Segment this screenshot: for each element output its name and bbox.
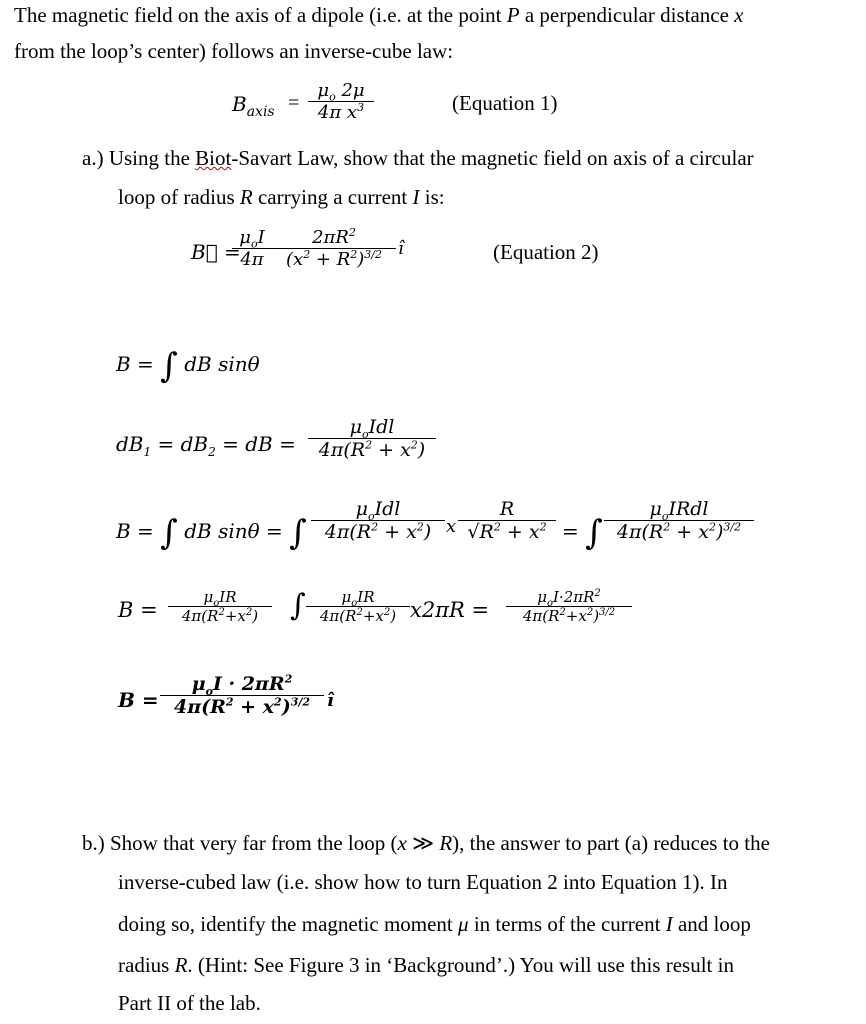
part-b-line-4: radius R. (Hint: See Figure 3 in ‘Background’.) You will use this result in [118,953,734,977]
part-b-line-3: doing so, identify the magnetic moment μ in terms of the current I and loop [118,912,751,936]
eq2-fraction-2: $2\pi R^2$ $(x^2 + R^2)^{3/2}$ [272,227,396,270]
work-line-3-times: x [446,516,457,537]
eq1-equals: = [288,92,300,114]
work-line-4-fraction-1: $\mu_oIR$ $4\pi(R^2+x^2)$ [168,588,272,625]
work-line-3-fraction-2: R $√R^2 + x^2$ [458,498,556,543]
work-line-3-fraction-1: $\mu_oIdl$ $4\pi(R^2 + x^2)$ [311,498,445,543]
eq2-lhs: B⃗ = [191,240,241,264]
eq2-fraction-1: $\mu_oI$ 4π [232,227,272,270]
biot-word: Biot [195,146,232,170]
work-line-5-lhs: B = [118,688,159,712]
eq1-label: (Equation 1) [452,91,558,115]
part-b-line-5: Part II of the lab. [118,991,261,1015]
part-b-line-1: b.) Show that very far from the loop (x ≫ R), the answer to part (a) reduces to the [82,831,770,855]
eq1-fraction: $\mu_o$ 2μ 4π $x^3$ [308,80,374,123]
work-line-2-fraction: $\mu_oIdl$ $4\pi(R^2 + x^2)$ [308,416,436,461]
work-line-4-integral: ∫ [290,588,306,623]
intro-line-1: The magnetic field on the axis of a dipole (i.e. at the point P a perpendicular distance x [14,3,744,27]
work-line-4-fraction-3: $\mu_oI\cdot 2\pi R^2$ $4\pi(R^2+x^2)^{3/2}$ [506,588,632,625]
part-a-line-1: a.) Using the Biot-Savart Law, show that the magnetic field on axis of a circular [82,146,754,170]
eq2-label: (Equation 2) [493,240,599,264]
work-line-4-lhs: B = [118,598,158,622]
work-line-3-lhs: B = ∫ dB sinθ = ∫ [116,513,307,553]
work-line-4-mid: x2πR = [410,598,490,622]
work-line-3-fraction-3: $\mu_oIRdl$ $4\pi(R^2 + x^2)^{3/2}$ [604,498,754,543]
eq1-lhs: $B_{axis}$ [232,92,275,120]
intro-line-2: from the loop’s center) follows an inverse-cube law: [14,39,454,63]
part-b-line-2: inverse-cubed law (i.e. show how to turn Equation 2 into Equation 1). In [118,870,728,894]
work-line-1: B = ∫ dB sinθ [116,346,260,386]
work-line-5-unit: î [327,690,334,711]
work-line-2-lhs: $dB_1 = dB_2$ = dB = [116,432,296,459]
work-line-3-eq: = ∫ [562,513,603,553]
work-line-5-fraction: $\mu_oI \cdot 2\pi R^2$ $4\pi(R^2 + x^2)^{3/2}$ [160,673,324,718]
work-line-4-fraction-2: $\mu_oIR$ $4\pi(R^2+x^2)$ [306,588,410,625]
eq2-unit: î [398,238,404,259]
part-a-line-2: loop of radius R carrying a current I is: [118,185,445,209]
